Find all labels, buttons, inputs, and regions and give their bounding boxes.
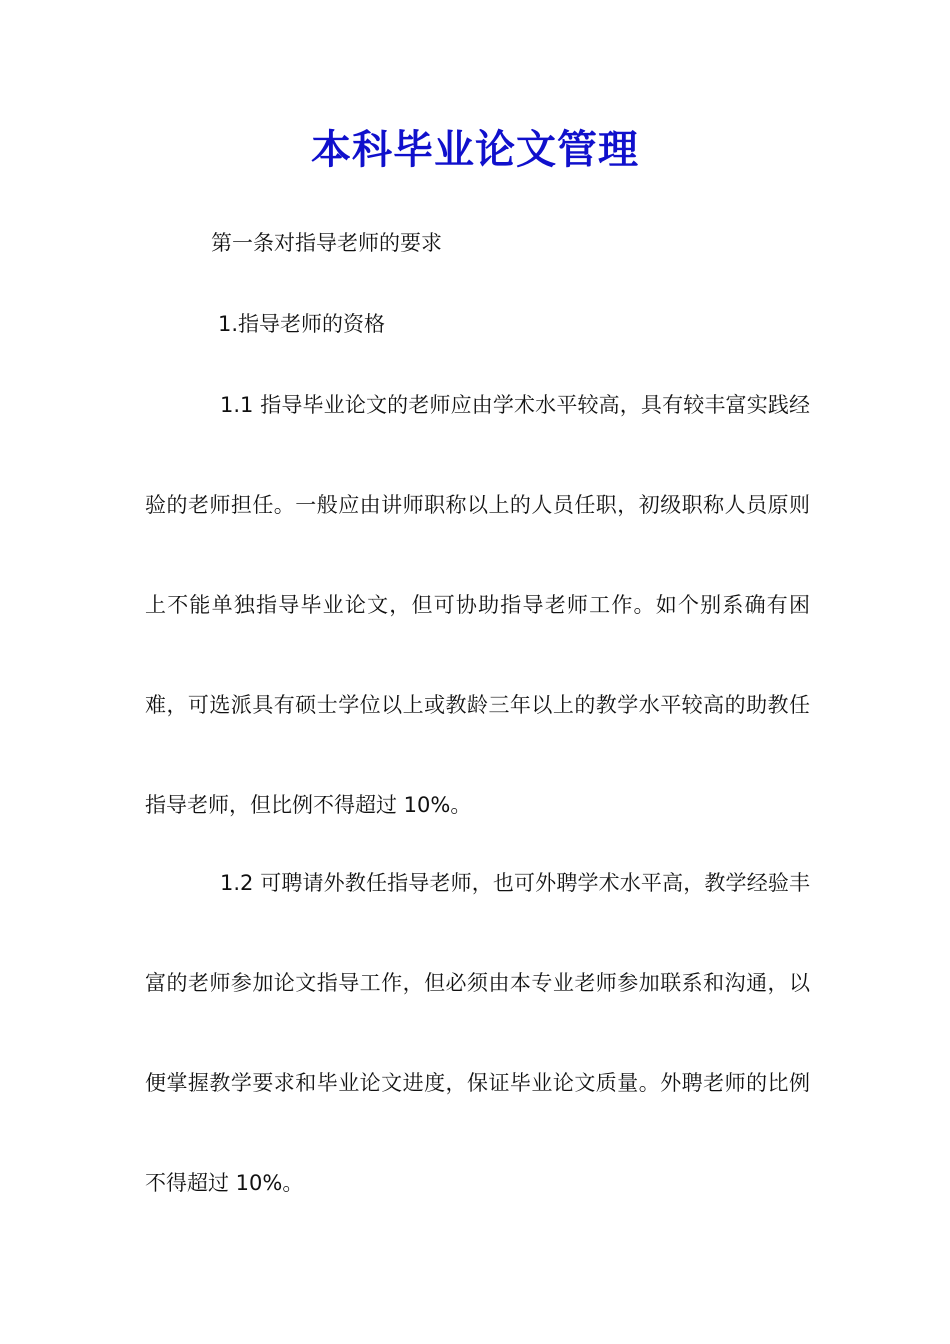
- paragraph-1-1: 1.1 指导毕业论文的老师应由学术水平较高，具有较丰富实践经验的老师担任。一般应由讲师职称以上的人员任职，初级职称人员原则上不能单独指导毕业论文，但可协助指导老师工作。如个别系确有困难，可选派具有硕士学位以上或教龄三年以上的教学水平较高的助教任指导老师，但比例不得超过 10%。: [145, 393, 810, 817]
- paragraph-1-2: 1.2 可聘请外教任指导老师，也可外聘学术水平高，教学经验丰富的老师参加论文指导工作，但必须由本专业老师参加联系和沟通，以便掌握教学要求和毕业论文进度，保证毕业论文质量。外聘老师的比例不得超过 10%。: [145, 871, 810, 1195]
- document-title: 本科毕业论文管理: [311, 127, 639, 173]
- article-heading: 第一条对指导老师的要求: [211, 231, 442, 255]
- section-heading: 1.指导老师的资格: [218, 312, 386, 336]
